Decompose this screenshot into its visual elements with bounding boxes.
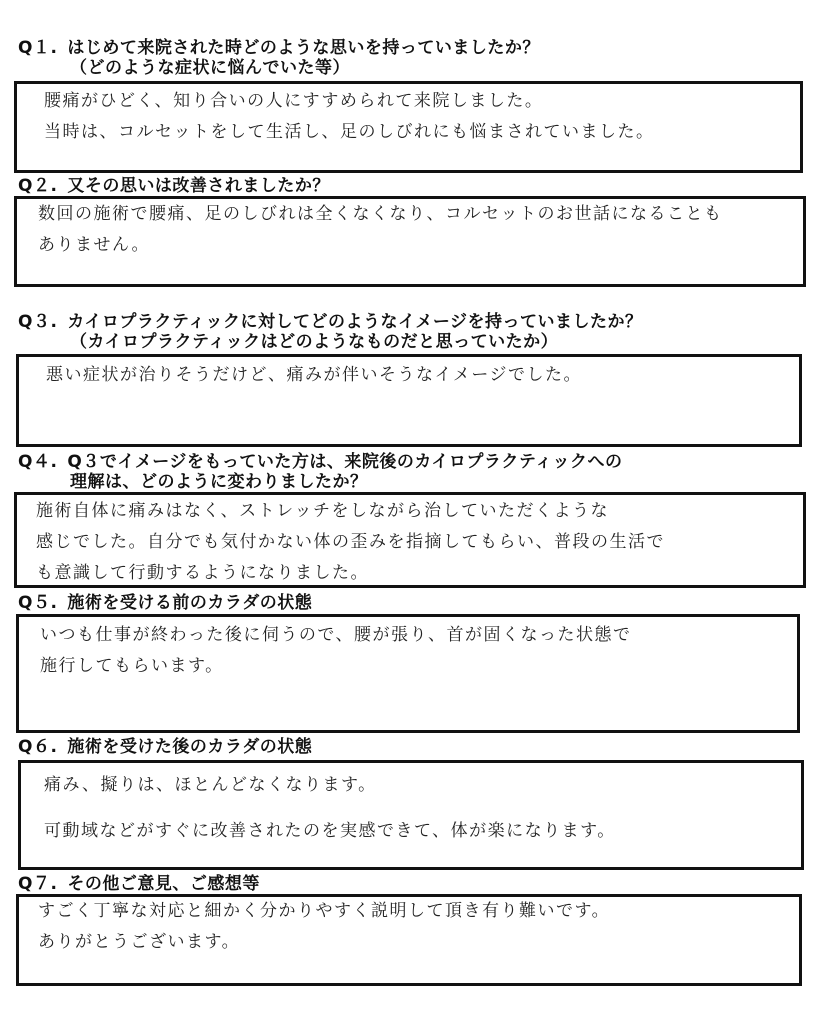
question-text: 施術を受ける前のカラダの状態 xyxy=(67,593,313,613)
answer-line: いつも仕事が終わった後に伺うので、腰が張り、首が固くなった状態で xyxy=(40,625,632,645)
question-text: はじめて来院された時どのような思いを持っていましたか？ xyxy=(67,38,540,58)
answer-3 xyxy=(46,360,786,391)
answer-line: 感じでした。自分でも気付かない体の歪みを指摘してもらい、普段の生活で xyxy=(36,532,665,552)
question-text: その他ご意見、ご感想等 xyxy=(67,874,260,894)
answer-line: 可動域などがすぐに改善されたのを実感できて、体が楽になります。 xyxy=(44,821,616,841)
question-number: Q１. xyxy=(18,38,58,58)
question-text: 施術を受けた後のカラダの状態 xyxy=(67,737,313,757)
question-1 xyxy=(18,38,540,78)
question-7 xyxy=(18,874,260,894)
question-2 xyxy=(18,176,330,196)
answer-line: 腰痛がひどく、知り合いの人にすすめられて来院しました。 xyxy=(44,91,544,111)
answer-line: 痛み、擬りは、ほとんどなくなります。 xyxy=(44,775,377,795)
answer-line: 施行してもらいます。 xyxy=(40,656,224,676)
question-number: Q５. xyxy=(18,593,58,613)
question-number: Q４. xyxy=(18,452,58,472)
answer-line: 当時は、コルセットをして生活し、足のしびれにも悩まされていました。 xyxy=(44,122,655,142)
answer-line: 悪い症状が治りそうだけど、痛みが伴いそうなイメージでした。 xyxy=(46,365,582,385)
question-subtext: （カイロプラクティックはどのようなものだと思っていたか） xyxy=(70,332,559,352)
question-number: Q７. xyxy=(18,874,58,894)
answer-line: ありません。 xyxy=(38,235,151,255)
answer-line: 数回の施術で腰痛、足のしびれは全くなくなり、コルセットのお世話になることも xyxy=(38,204,723,224)
question-5 xyxy=(18,593,312,613)
question-text: Q３でイメージをもっていた方は、来院後のカイロプラクティックへの xyxy=(67,452,623,472)
question-4 xyxy=(18,452,623,492)
answer-7 xyxy=(38,896,788,958)
question-number: Q６. xyxy=(18,737,58,757)
question-text: カイロプラクティックに対してどのようなイメージを持っていましたか？ xyxy=(67,312,643,332)
question-6 xyxy=(18,737,312,757)
answer-line: すごく丁寧な対応と細かく分かりやすく説明して頂き有り難いです。 xyxy=(38,901,611,921)
answer-6 xyxy=(44,762,794,854)
question-text: 又その思いは改善されましたか？ xyxy=(67,176,330,196)
answer-4 xyxy=(36,496,800,589)
answer-line: ありがとうございます。 xyxy=(38,932,241,952)
question-3 xyxy=(18,312,643,352)
answer-line: も意識して行動するようになりました。 xyxy=(36,563,369,583)
answer-2 xyxy=(38,199,798,261)
answer-1 xyxy=(44,86,794,148)
question-number: Q３. xyxy=(18,312,58,332)
answer-5 xyxy=(40,620,790,682)
question-subtext: （どのような症状に悩んでいた等） xyxy=(70,58,350,78)
question-number: Q２. xyxy=(18,176,58,196)
answer-line: 施術自体に痛みはなく、ストレッチをしながら治していただくような xyxy=(36,501,609,521)
question-subtext: 理解は、どのように変わりましたか？ xyxy=(70,472,368,492)
